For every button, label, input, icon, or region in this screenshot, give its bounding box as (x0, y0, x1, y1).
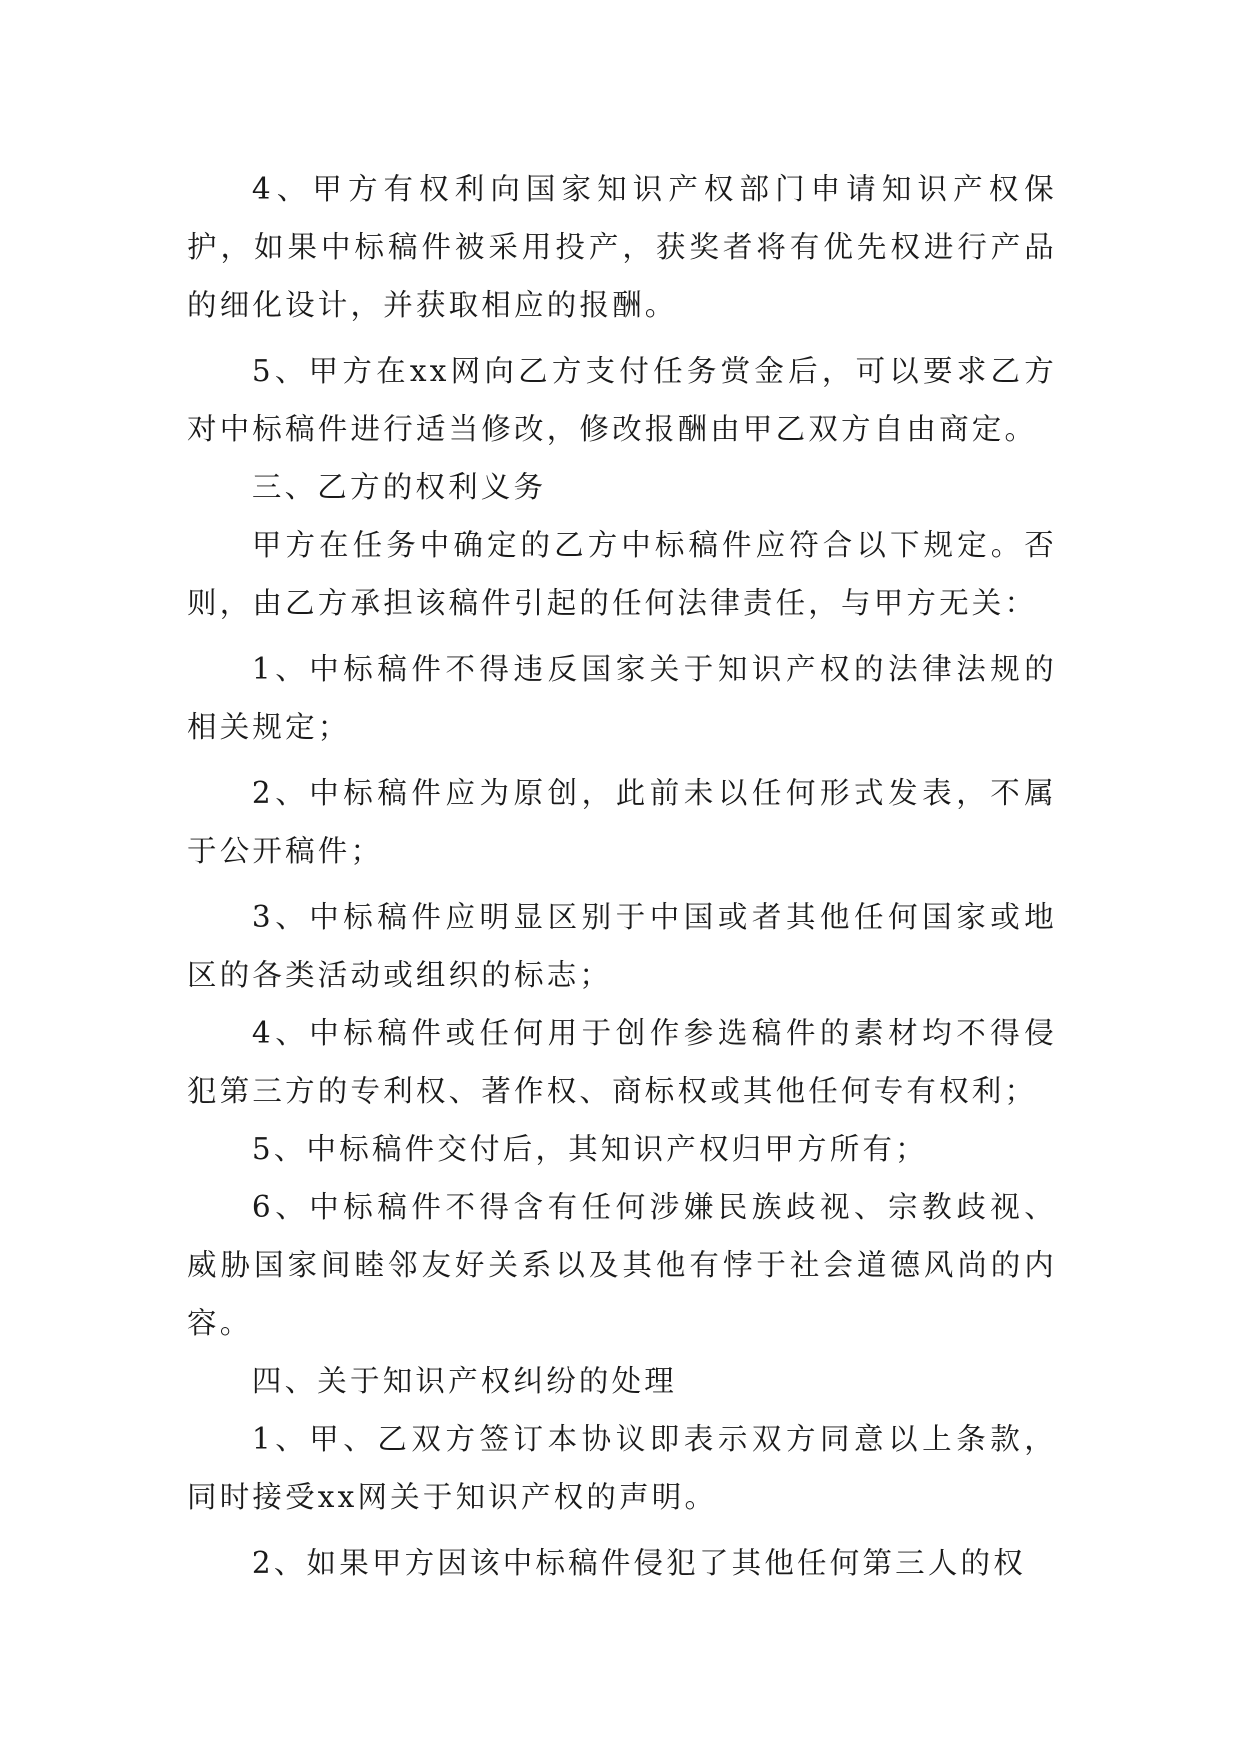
document-body (187, 160, 1057, 1592)
section-heading-party-b-rights: 三、乙方的权利义务 (251, 470, 547, 504)
paragraph-requirement-5: 5、中标稿件交付后，其知识产权归甲方所有； (251, 1132, 928, 1166)
paragraph-clause-4-ip-protection: 4、甲方有权利向国家知识产权部门申请知识产权保护，如果中标稿件被采用投产，获奖者将有优先权进行产品的细化设计，并获取相应的报酬。 (187, 172, 1057, 322)
paragraph-requirement-6: 6、中标稿件不得含有任何涉嫌民族歧视、宗教歧视、威胁国家间睦邻友好关系以及其他有悖于社会道德风尚的内容。 (187, 1190, 1057, 1340)
paragraph-dispute-1: 1、甲、乙双方签订本协议即表示双方同意以上条款，同时接受xx网关于知识产权的声明。 (187, 1422, 1057, 1514)
paragraph-requirement-4: 4、中标稿件或任何用于创作参选稿件的素材均不得侵犯第三方的专利权、著作权、商标权或其他任何专有权利； (187, 1016, 1057, 1108)
paragraph-requirement-3: 3、中标稿件应明显区别于中国或者其他任何国家或地区的各类活动或组织的标志； (187, 900, 1057, 992)
section-heading-ip-disputes: 四、关于知识产权纠纷的处理 (251, 1364, 677, 1398)
paragraph-dispute-2: 2、如果甲方因该中标稿件侵犯了其他任何第三人的权 (251, 1546, 1026, 1580)
paragraph-clause-5-modification: 5、甲方在xx网向乙方支付任务赏金后，可以要求乙方对中标稿件进行适当修改，修改报酬由甲乙双方自由商定。 (187, 354, 1057, 446)
paragraph-requirement-2: 2、中标稿件应为原创，此前未以任何形式发表，不属于公开稿件； (187, 776, 1057, 868)
paragraph-party-b-requirements: 甲方在任务中确定的乙方中标稿件应符合以下规定。否则，由乙方承担该稿件引起的任何法律责任，与甲方无关： (187, 528, 1057, 620)
paragraph-requirement-1: 1、中标稿件不得违反国家关于知识产权的法律法规的相关规定； (187, 652, 1057, 744)
